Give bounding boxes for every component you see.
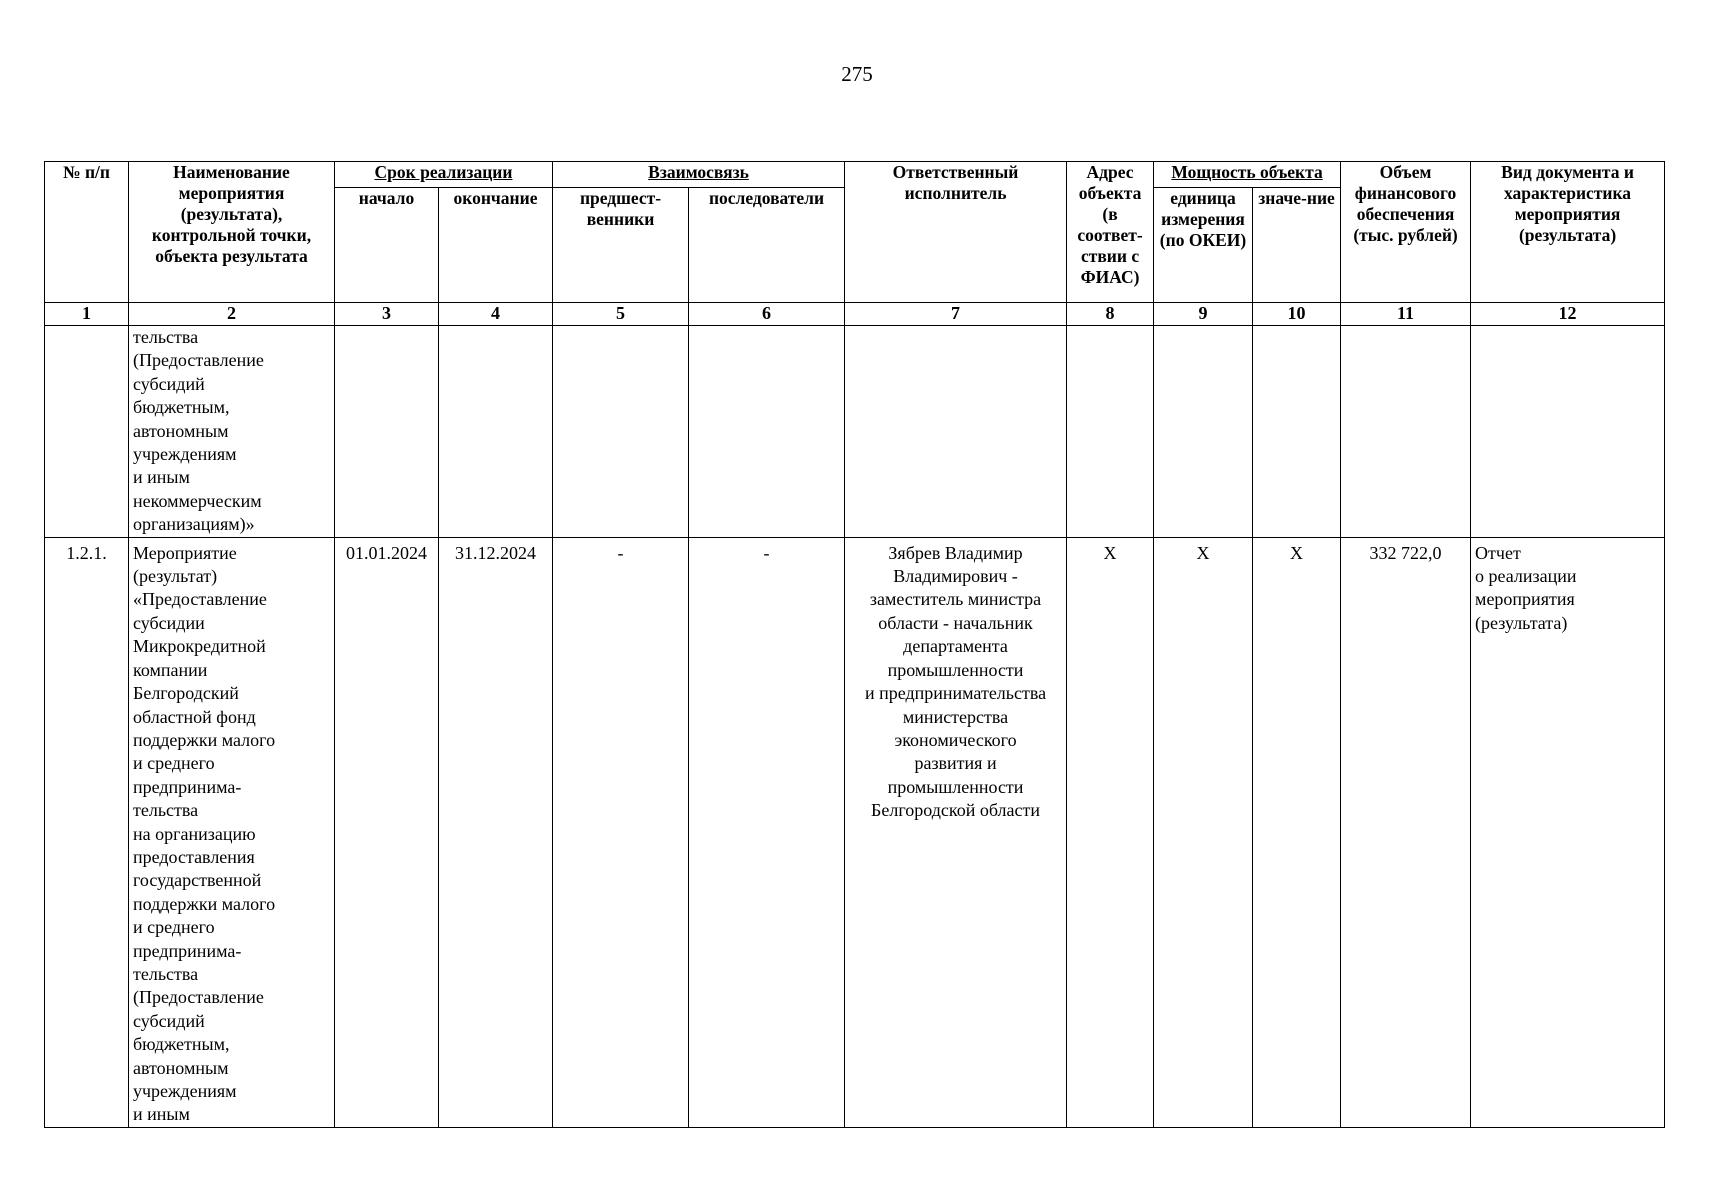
column-number: 5	[553, 303, 689, 326]
cell-line: (результата)	[1475, 612, 1568, 633]
cell-succ: -	[689, 537, 845, 1127]
cell-num	[45, 326, 129, 538]
column-number: 2	[129, 303, 335, 326]
cell-num: 1.2.1.	[45, 537, 129, 1127]
cell-line: предоставления	[133, 846, 255, 867]
cell-responsible	[845, 326, 1067, 538]
column-number: 8	[1067, 303, 1154, 326]
cell-doc	[1471, 537, 1665, 1127]
header-address: Адрес объекта (в соответ-ствии с ФИАС)	[1067, 162, 1154, 303]
cell-line: некоммерческим	[133, 490, 262, 511]
cell-line: тельства	[133, 327, 199, 347]
cell-line: Белгородской области	[871, 800, 1041, 821]
cell-line: Белгородский	[133, 683, 239, 704]
cell-line: промышленности	[887, 776, 1024, 797]
column-number: 3	[335, 303, 439, 326]
cell-line: учреждениям	[133, 1081, 237, 1101]
table-row	[45, 326, 1665, 538]
page-number: 275	[841, 62, 873, 86]
cell-address: X	[1067, 537, 1154, 1127]
cell-line: департамента	[903, 636, 1008, 657]
cell-start: 01.01.2024	[335, 537, 439, 1127]
cell-name	[129, 326, 335, 538]
cell-line: поддержки малого	[133, 729, 276, 750]
cell-line: (Предоставление	[133, 987, 264, 1008]
header-volume: Объем финансового обеспечения (тыс. рублей)	[1341, 162, 1471, 303]
table-row	[45, 537, 1665, 1127]
cell-line: субсидии	[133, 612, 205, 633]
cell-unit: X	[1154, 537, 1253, 1127]
column-number: 1	[45, 303, 129, 326]
cell-address	[1067, 326, 1154, 538]
cell-line: организациям)»	[133, 514, 255, 535]
header-num: № п/п	[45, 162, 129, 303]
cell-line: автономным	[133, 420, 229, 441]
cell-pred: -	[553, 537, 689, 1127]
cell-line: Отчет	[1475, 542, 1521, 563]
header-doc-type: Вид документа и характеристика мероприятия (результата)	[1471, 162, 1665, 303]
cell-line: поддержки малого	[133, 893, 276, 914]
cell-line: Владимирович -	[893, 566, 1018, 587]
cell-line: (результат)	[133, 566, 218, 587]
header-period-start: начало	[335, 188, 439, 303]
header-responsible: Ответственный исполнитель	[845, 162, 1067, 303]
column-number: 11	[1341, 303, 1471, 326]
cell-line: и среднего	[133, 753, 215, 774]
column-numbers-row	[45, 303, 1665, 326]
cell-unit	[1154, 326, 1253, 538]
cell-line: Зябрев Владимир	[888, 542, 1023, 563]
header-capacity-unit: единица измерения (по ОКЕИ)	[1154, 188, 1253, 303]
cell-line: о реализации	[1475, 566, 1577, 587]
cell-line: на организацию	[133, 823, 256, 844]
cell-line: субсидий	[133, 1010, 205, 1031]
column-number: 7	[845, 303, 1067, 326]
header-period: Срок реализации	[335, 162, 553, 188]
cell-line: экономического	[894, 729, 1017, 750]
cell-start	[335, 326, 439, 538]
cell-line: учреждениям	[133, 444, 237, 465]
cell-value	[1253, 326, 1341, 538]
column-number: 6	[689, 303, 845, 326]
cell-line: автономным	[133, 1057, 229, 1078]
cell-volume: 332 722,0	[1341, 537, 1471, 1127]
cell-line: мероприятия	[1475, 589, 1575, 610]
cell-line: субсидий	[133, 373, 205, 394]
cell-line: области - начальник	[878, 612, 1033, 633]
cell-line: областной фонд	[133, 706, 256, 727]
cell-line: тельства	[133, 963, 199, 984]
cell-line: развития и	[914, 753, 997, 774]
header-period-end: окончание	[439, 188, 553, 303]
column-number: 9	[1154, 303, 1253, 326]
cell-line: и иным	[133, 467, 190, 488]
cell-line: промышленности	[887, 659, 1024, 680]
cell-line: «Предоставление	[133, 589, 267, 610]
cell-responsible	[845, 537, 1067, 1127]
cell-line: министерства	[902, 706, 1009, 727]
cell-line: бюджетным,	[133, 1034, 230, 1055]
cell-line: и предпринимательства	[864, 683, 1047, 704]
cell-succ	[689, 326, 845, 538]
cell-end	[439, 326, 553, 538]
header-link: Взаимосвязь	[553, 162, 845, 188]
cell-line: и среднего	[133, 917, 215, 938]
cell-value: X	[1253, 537, 1341, 1127]
cell-line: Микрокредитной	[133, 636, 266, 657]
cell-line: (Предоставление	[133, 350, 264, 371]
header-capacity-value: значе-ние	[1253, 188, 1341, 303]
cell-line: бюджетным,	[133, 397, 230, 418]
activities-table	[44, 161, 1665, 1128]
cell-pred	[553, 326, 689, 538]
cell-line: тельства	[133, 800, 199, 821]
column-number: 4	[439, 303, 553, 326]
cell-line: государственной	[133, 870, 262, 891]
cell-volume	[1341, 326, 1471, 538]
cell-doc	[1471, 326, 1665, 538]
cell-line: и иным	[133, 1104, 190, 1125]
column-number: 10	[1253, 303, 1341, 326]
column-number: 12	[1471, 303, 1665, 326]
cell-line: предпринима-	[133, 940, 242, 961]
header-link-succ: последователи	[689, 188, 845, 303]
cell-line: заместитель министра	[869, 589, 1042, 610]
cell-line: Мероприятие	[133, 542, 237, 563]
header-link-pred: предшест-венники	[553, 188, 689, 303]
header-name: Наименование мероприятия (результата), контрольной точки, объекта результата	[129, 162, 335, 303]
cell-name	[129, 537, 335, 1127]
cell-line: компании	[133, 659, 208, 680]
cell-line: предпринима-	[133, 776, 242, 797]
cell-end: 31.12.2024	[439, 537, 553, 1127]
header-capacity: Мощность объекта	[1154, 162, 1341, 188]
